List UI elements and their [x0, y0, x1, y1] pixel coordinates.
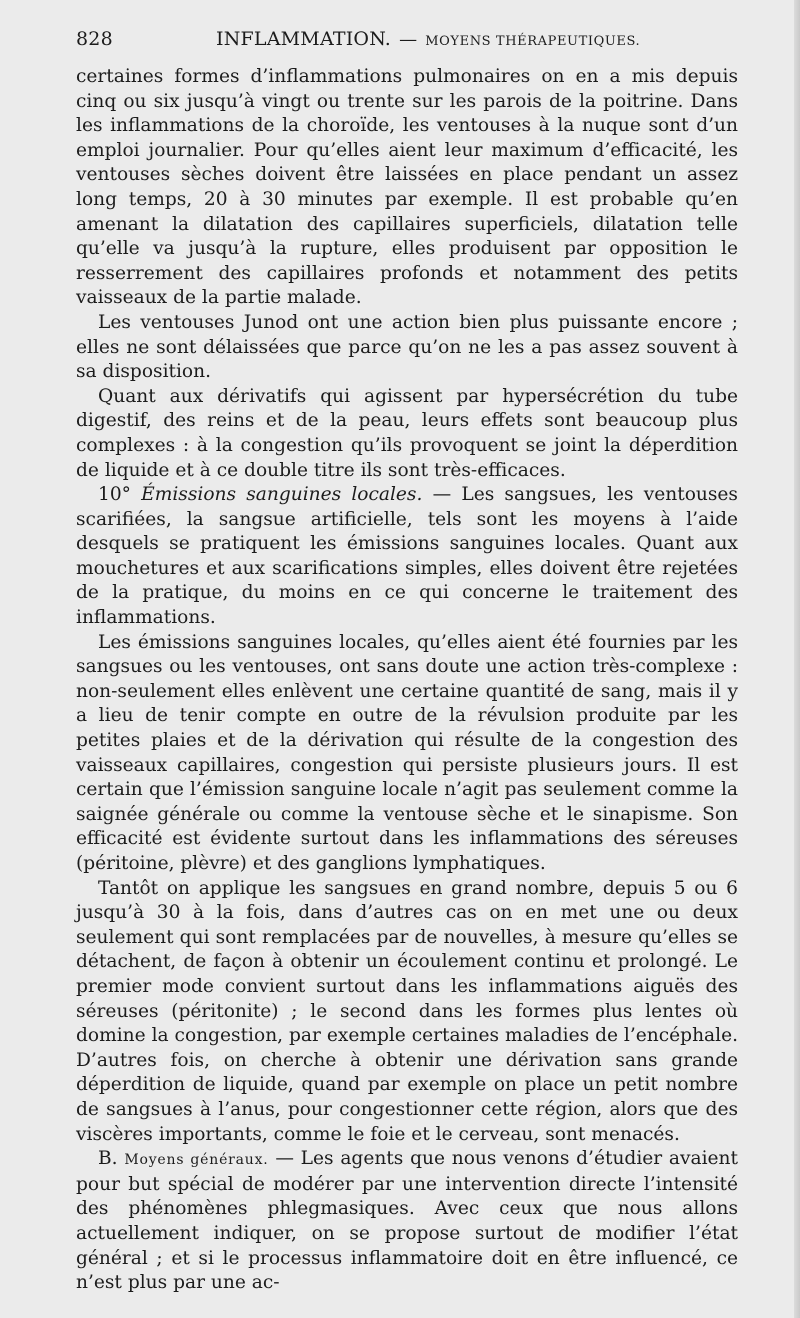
paragraph: Les émissions sanguines locales, qu’elles aient été fournies par les sangsues ou les ventouses, ont sans doute une action très-complexe : non-seulement elles enlèvent une certaine quantité de sang, mais il y a lieu de tenir compte en outre de la révulsion produite par les petites plaies et de la dérivation qui résulte de la congestion des vaisseaux capillaires, congestion qui persiste plusieurs jours. Il est certain que l’émission sanguine locale n’agit pas seulement comme la saignée générale ou comme la ventouse sèche et le sinapisme. Son efficacité est évidente surtout dans les inflammations des séreuses (péritoine, plèvre) et des ganglions lymphatiques. [76, 631, 738, 874]
section-text: — Les sangsues, les ventouses scarifiées, la sangsue artificielle, tels sont les moyens à l’aide desquels se pratiquent les émissions sanguines locales. Quant aux mouchetures et aux scarifications simples, elles doivent être rejetées de la pratique, du moins en ce qui concerne le traitement des inflammations. [76, 484, 738, 629]
running-title: INFLAMMATION. [216, 28, 392, 50]
section-letter: B. [98, 1148, 125, 1170]
section-paragraph-10 [76, 483, 738, 631]
section-heading: Émissions sanguines locales. [141, 484, 423, 506]
paragraph: Tantôt on applique les sangsues en grand nombre, depuis 5 ou 6 jusqu’à 30 à la fois, dans d’autres cas on en met une ou deux seulement qui sont remplacées par de nouvelles, à mesure qu’elles se détachent, de façon à obtenir un écoulement continu et prolongé. Le premier mode convient surtout dans les inflammations aiguës des séreuses (péritonite) ; le second dans les formes plus lentes où domine la congestion, par exemple certaines maladies de l’encéphale. D’autres fois, on cherche à obtenir une dérivation sans grande déperdition de liquide, quand par exemple on place un petit nombre de sangsues à l’anus, pour congestionner cette région, alors que des viscères importants, comme le foie et le cerveau, sont menacés. [76, 877, 738, 1145]
page-number: 828 [76, 28, 113, 50]
section-number: 10° [98, 484, 142, 506]
section-heading: Moyens généraux. [124, 1152, 269, 1169]
running-subtitle: MOYENS THÉRAPEUTIQUES. [425, 34, 641, 49]
paragraph: Quant aux dérivatifs qui agissent par hypersécrétion du tube digestif, des reins et de la peau, leurs effets sont beaucoup plus complexes : à la congestion qu’ils provoquent se joint la déperdition de liquide et à ce double titre ils sont très-efficaces. [76, 385, 738, 481]
section-text: — Les agents que nous venons d’étudier avaient pour but spécial de modérer par une intervention directe l’intensité des phénomènes phlegmasiques. Avec ceux que nous allons actuellement indiquer, on se propose surtout de modifier l’état général ; et si le processus inflammatoire doit en être influencé, ce n’est plus par une ac- [76, 1148, 738, 1294]
section-paragraph-b [76, 1147, 738, 1296]
paragraph: Les ventouses Junod ont une action bien plus puissante encore ; elles ne sont délaissées que parce qu’on ne les a pas assez souvent à sa disposition. [76, 311, 738, 383]
paragraph: certaines formes d’inflammations pulmonaires on en a mis depuis cinq ou six jusqu’à vingt ou trente sur les parois de la poitrine. Dans les inflammations de la choroïde, les ventouses à la nuque sont d’un emploi journalier. Pour qu’elles aient leur maximum d’efficacité, les ventouses sèches doivent être laissées en place pendant un assez long temps, 20 à 30 minutes par exemple. Il est probable qu’en amenant la dilatation des capillaires superficiels, dilatation telle qu’elle va jusqu’à la rupture, elles produisent par opposition le resserrement des capillaires profonds et notamment des petits vaisseaux de la partie malade. [76, 66, 738, 309]
running-header [76, 28, 738, 58]
body-text [76, 65, 738, 1296]
page-edge-shadow [794, 0, 800, 1318]
running-dash: — [399, 29, 418, 50]
